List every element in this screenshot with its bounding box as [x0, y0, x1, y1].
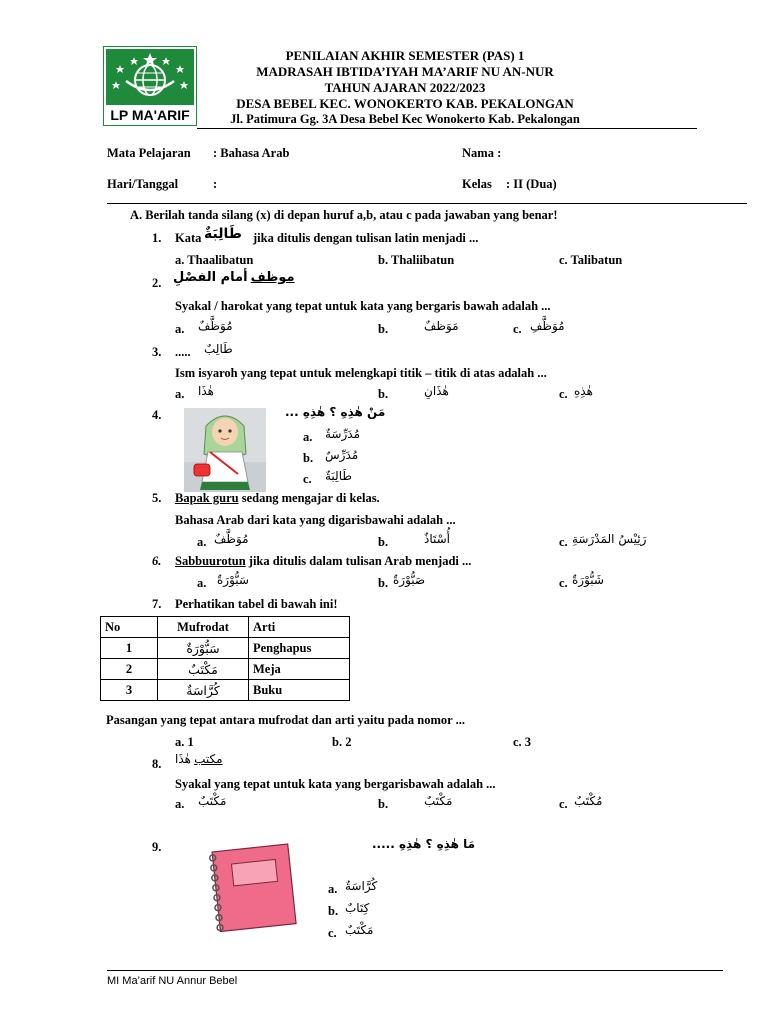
q4-option-b-letter: b. [303, 451, 314, 465]
q8-arabic-underlined: مكتب [194, 752, 223, 766]
q4-option-c: طَالِبَةٌ [325, 469, 352, 483]
q1-option-b: b. Thaliibatun [378, 253, 455, 267]
q6-line [175, 554, 471, 569]
table-cell-mufrodat: كُرَّاسَةٌ [158, 680, 249, 701]
q1-post: jika ditulis dengan tulisan latin menjadi ... [253, 231, 479, 245]
q2-text: Syakal / harokat yang tepat untuk kata yang bergaris bawah adalah ... [175, 299, 551, 313]
q5-option-a-letter: a. [197, 535, 207, 549]
q5-number: 5. [152, 491, 162, 505]
q8-number: 8. [152, 757, 162, 771]
q3-arabic: طَالِبٌ [204, 342, 233, 356]
q5-option-a: مُوَظَّفٌ [214, 532, 249, 546]
q2-arabic [173, 270, 295, 285]
q9-question: مَا هٰذِهِ ؟ هٰذِهِ ..... [372, 837, 476, 851]
q7-option-c: c. 3 [513, 735, 532, 749]
table-cell-arti: Penghapus [249, 638, 350, 659]
subject-value: : Bahasa Arab [213, 146, 290, 160]
q8-option-a-letter: a. [175, 797, 185, 811]
q3-option-c-letter: c. [559, 387, 568, 401]
q2-option-b: مَوَظفٌ [424, 319, 459, 333]
q3-dots: ..... [175, 345, 191, 359]
footer-text: MI Ma’arif NU Annur Bebel [107, 975, 238, 987]
q8-option-a: مَكْتَبٌ [198, 794, 227, 808]
q6-number: 6. [152, 554, 162, 568]
q3-option-c: هٰذِهِ [574, 384, 593, 398]
header-line-5: Jl. Patimura Gg. 3A Desa Bebel Kec Wonokerto Kab. Pekalongan [230, 112, 580, 126]
q5-text: Bahasa Arab dari kata yang digarisbawahi adalah ... [175, 513, 456, 527]
q9-option-a-letter: a. [328, 882, 338, 896]
q6-option-b-letter: b. [378, 576, 389, 590]
table-header-no: No [101, 617, 158, 638]
q5-option-b: أُسْتَاذٌ [424, 532, 451, 546]
header-line-2: MADRASAH IBTIDA’IYAH MA’ARIF NU AN-NUR [256, 64, 554, 79]
q4-option-a: مُدَرِّسَةٌ [325, 427, 361, 441]
q1-pre: Kata [175, 231, 202, 245]
q5-rest: sedang mengajar di kelas. [241, 491, 380, 505]
q3-option-a-letter: a. [175, 387, 185, 401]
q2-number: 2. [152, 276, 162, 290]
q5-option-c: رَئِيْسُ المَدْرَسَةِ [572, 532, 647, 546]
q7-option-a: a. 1 [175, 735, 194, 749]
info-divider [107, 203, 747, 204]
q9-number: 9. [152, 840, 162, 854]
logo [103, 46, 197, 126]
q2-option-a-letter: a. [175, 322, 185, 336]
q4-option-b: مُدَرِّسٌ [325, 448, 359, 462]
q1-number: 1. [152, 231, 162, 245]
class-value: : II (Dua) [506, 177, 557, 191]
q7-text: Perhatikan tabel di bawah ini! [175, 597, 338, 611]
logo-text: LP MA'ARIF [110, 107, 190, 123]
q2-option-b-letter: b. [378, 322, 389, 336]
table-cell-no: 1 [101, 638, 158, 659]
q3-number: 3. [152, 345, 162, 359]
q6-rest: jika ditulis dalam tulisan Arab menjadi ... [248, 554, 472, 568]
q8-option-c: مُكْتَبٌ [574, 794, 603, 808]
section-a-instruction: A. Berilah tanda silang (x) di depan huruf a,b, atau c pada jawaban yang benar! [130, 208, 558, 222]
mufrodat-table [100, 616, 350, 701]
q1-option-a: a. Thaalibatun [175, 253, 254, 267]
table-cell-mufrodat: سَبُّوْرَةٌ [158, 638, 249, 659]
table-header-row [101, 617, 350, 638]
table-cell-arti: Buku [249, 680, 350, 701]
date-label: Hari/Tanggal [107, 177, 179, 191]
q9-option-c-letter: c. [328, 926, 337, 940]
q3-option-b-letter: b. [378, 387, 389, 401]
subject-label: Mata Pelajaran [107, 146, 191, 160]
q4-number: 4. [152, 408, 162, 422]
q8-arabic-rest: هٰذَا [175, 752, 191, 766]
q8-option-c-letter: c. [559, 797, 568, 811]
q1-arabic: طَالِبَةٌ [204, 226, 242, 242]
header-divider [197, 128, 697, 129]
q4-question: مَنْ هٰذِهِ ؟ هٰذِهِ ... [285, 405, 386, 419]
q8-option-b-letter: b. [378, 797, 389, 811]
q6-option-a-letter: a. [197, 576, 207, 590]
q6-option-c-letter: c. [559, 576, 568, 590]
q1-option-c: c. Talibatun [559, 253, 623, 267]
footer-divider [107, 970, 723, 971]
q5-line [175, 491, 380, 506]
q2-option-a: مُوَظَّفٌ [198, 319, 233, 333]
q6-option-a: سَبُّوْرَةٌ [217, 573, 249, 587]
q8-option-b: مَكْتَبٌ [424, 794, 453, 808]
table-cell-arti: Meja [249, 659, 350, 680]
q9-option-a: كُرَّاسَةٌ [345, 879, 378, 893]
header-line-3: TAHUN AJARAN 2022/2023 [324, 80, 486, 95]
table-row [101, 659, 350, 680]
table-cell-mufrodat: مَكْتَبٌ [158, 659, 249, 680]
q3-option-b: هٰذَانِ [424, 384, 449, 398]
table-cell-no: 2 [101, 659, 158, 680]
table-row [101, 638, 350, 659]
name-label: Nama : [462, 146, 502, 160]
q8-arabic [175, 752, 223, 767]
q7-number: 7. [152, 597, 162, 611]
date-value: : [213, 177, 218, 191]
nu-globe-icon [104, 47, 196, 107]
notebook-illustration [204, 842, 300, 932]
q2-option-c-letter: c. [513, 322, 522, 336]
table-header-mufrodat: Mufrodat [158, 617, 249, 638]
q7-option-b: b. 2 [332, 735, 352, 749]
q9-option-b: كِتَابٌ [345, 901, 370, 915]
q5-option-b-letter: b. [378, 535, 389, 549]
q3-option-a: هٰذَا [198, 384, 214, 398]
student-girl-illustration [184, 408, 266, 492]
header-line-4: DESA BEBEL KEC. WONOKERTO KAB. PEKALONGAN [236, 96, 574, 111]
q2-arabic-underlined: موظف [250, 270, 295, 285]
q6-option-c: شَبُّوْرَةٌ [572, 573, 604, 587]
q3-text: Ism isyaroh yang tepat untuk melengkapi titik – titik di atas adalah ... [175, 366, 547, 380]
table-cell-no: 3 [101, 680, 158, 701]
q5-underlined: Bapak guru [175, 491, 239, 505]
q2-arabic-rest: أمام الفصْلِ [173, 270, 248, 285]
q4-option-a-letter: a. [303, 430, 313, 444]
table-row [101, 680, 350, 701]
q5-option-c-letter: c. [559, 535, 568, 549]
header-line-1: PENILAIAN AKHIR SEMESTER (PAS) 1 [285, 48, 525, 63]
q9-option-b-letter: b. [328, 904, 339, 918]
q6-underlined: Sabbuurotun [175, 554, 246, 568]
q9-option-c: مَكْتَبٌ [345, 923, 374, 937]
class-label: Kelas [462, 177, 492, 191]
q2-option-c: مُوَظَّفِ [530, 319, 565, 333]
q7-pair-text: Pasangan yang tepat antara mufrodat dan arti yaitu pada nomor ... [106, 713, 465, 727]
table-header-arti: Arti [249, 617, 350, 638]
q6-option-b: صَبُّوْرَةٌ [393, 573, 426, 587]
q4-option-c-letter: c. [303, 472, 312, 486]
q8-text: Syakal yang tepat untuk kata yang bergarisbawah adalah ... [175, 777, 496, 791]
